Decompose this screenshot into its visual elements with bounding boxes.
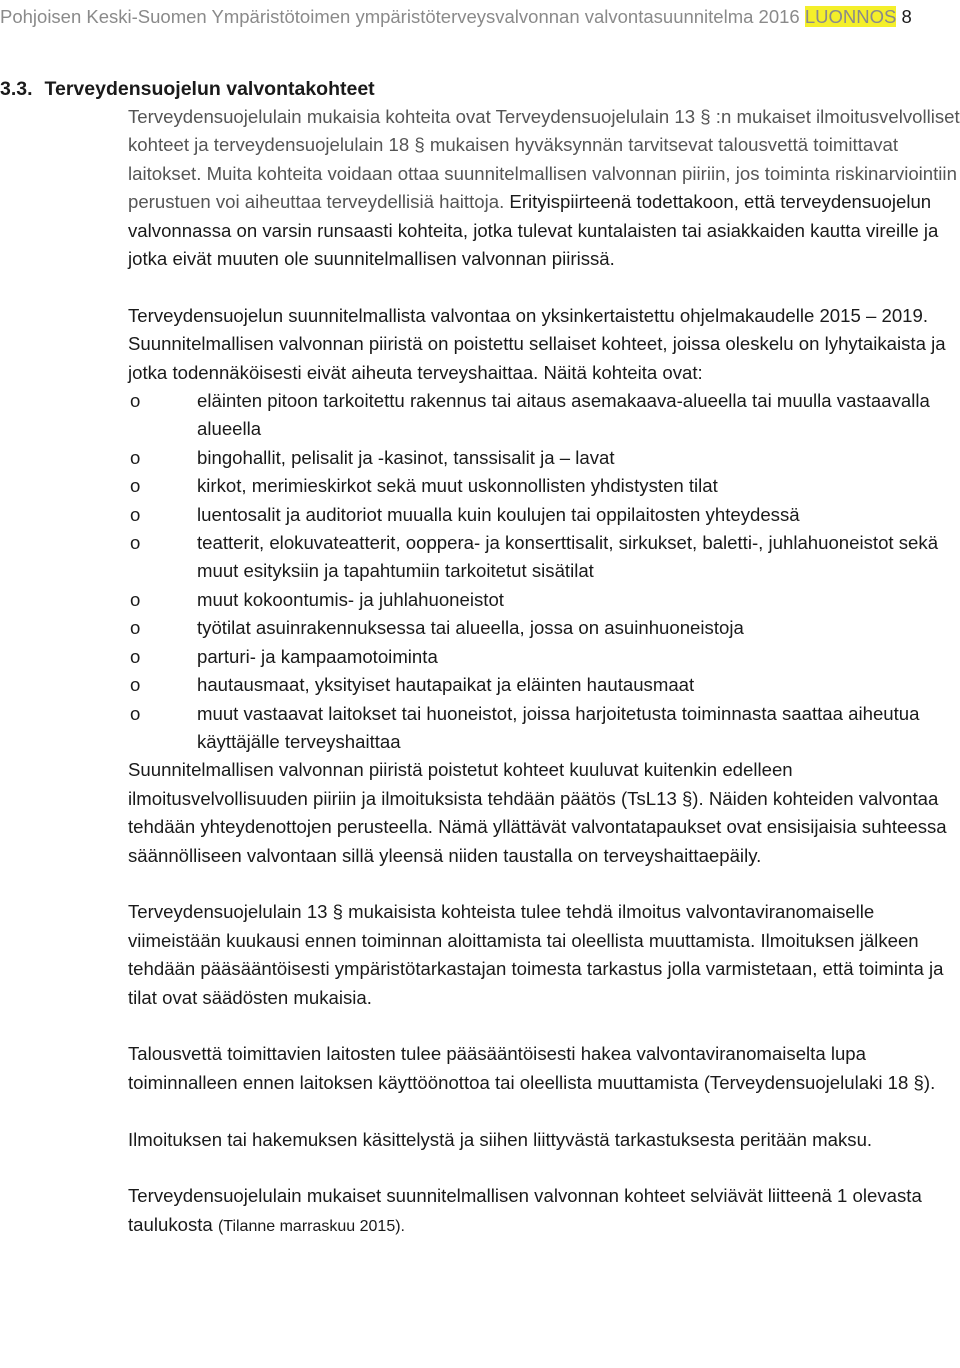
- paragraph-3: Suunnitelmallisen valvonnan piiristä poistetut kohteet kuuluvat kuitenkin edelleen ilmoitusvelvollisuuden piiriin ja ilmoituksista tehdään päätös (TsL13 §). Näiden kohteiden valvontaa tehdään yhteydenottojen perusteella. Nämä yllättävät valvontatapaukset ovat ensisijaisia suhteessa säännölliseen valvontaan sillä yleensä niiden taustalla on terveyshaittaepäily.: [128, 759, 947, 866]
- paragraph-1-part-3: Erityispiirteenä todettakoon, että terveydensuojelun valvonnassa on varsin runsaasti kohteita, jotka tulevat kuntalaisten tai asiakkaiden kautta vireille ja jotka eivät muuten ole suunnitelmallisen valvonnan piirissä.: [128, 191, 939, 270]
- bullet-icon: o: [130, 390, 141, 412]
- excluded-targets-list: [128, 387, 960, 756]
- list-item: o teatterit, elokuvateatterit, ooppera- ja konserttisalit, sirkukset, baletti-, juhlahuoneistot sekä muut esityksiin ja tapahtumiin tarkoitetut sisätilat: [128, 529, 960, 586]
- section-title: Terveydensuojelun valvontakohteet: [44, 78, 375, 100]
- list-item: o työtilat asuinrakennuksessa tai alueella, jossa on asuinhuoneistoja: [128, 614, 960, 642]
- section-number: 3.3.: [0, 78, 33, 100]
- list-item: o eläinten pitoon tarkoitettu rakennus tai aitaus asemakaava-alueella tai muulla vastaavalla alueella: [128, 387, 960, 444]
- document-body: [128, 103, 960, 1241]
- page-number: 8: [901, 6, 912, 27]
- paragraph-2: Terveydensuojelun suunnitelmallista valvontaa on yksinkertaistettu ohjelmakaudelle 2015 – 2019. Suunnitelmallisen valvonnan piiristä on poistettu sellaiset kohteet, joissa oleskelu on lyhytaikaista ja jotka todennäköisesti eivät aiheuta terveyshaittaa. Näitä kohteita ovat:: [128, 304, 946, 383]
- list-item: o hautausmaat, yksityiset hautapaikat ja eläinten hautausmaat: [128, 671, 960, 699]
- bullet-icon: o: [130, 446, 141, 468]
- bullet-icon: o: [130, 617, 141, 639]
- bullet-icon: o: [130, 475, 141, 497]
- paragraph-7: [128, 1182, 960, 1241]
- list-item: o kirkot, merimieskirkot sekä muut uskonnollisten yhdistysten tilat: [128, 472, 960, 500]
- list-item: o luentosalit ja auditoriot muualla kuin koulujen tai oppilaitosten yhteydessä: [128, 501, 960, 529]
- paragraph-1-part-1: Terveydensuojelulain mukaisia kohteita ovat Terveydensuojelulain 13 § :n mukaiset ilmoitusvelvolliset kohteet ja terveydensuojelulain 18 § mukaisen hyväksynnän tarvitsevat talousvettä toimittavat laitokset.: [128, 106, 960, 184]
- paragraph-6: Ilmoituksen tai hakemuksen käsittelystä ja siihen liittyvästä tarkastuksesta peritään maksu.: [128, 1128, 873, 1150]
- document-title: Pohjoisen Keski-Suomen Ympäristötoimen ympäristöterveysvalvonnan valvontasuunnitelma 2016: [0, 6, 800, 27]
- draft-label: LUONNOS: [804, 6, 897, 27]
- paragraph-spacer: [128, 1012, 960, 1040]
- bullet-icon: o: [130, 674, 141, 696]
- paragraph-spacer: [128, 1097, 960, 1125]
- bullet-icon: o: [130, 588, 141, 610]
- paragraph-7-text: Terveydensuojelulain mukaiset suunnitelmallisen valvonnan kohteet selviävät liitteenä 1 olevasta taulukosta: [128, 1185, 922, 1235]
- list-item: o parturi- ja kampaamotoiminta: [128, 643, 960, 671]
- status-note: (Tilanne marraskuu 2015).: [217, 1217, 405, 1235]
- bullet-icon: o: [130, 532, 141, 554]
- paragraph-spacer: [128, 273, 960, 301]
- paragraph-spacer: [128, 870, 960, 898]
- list-item: o muut vastaavat laitokset tai huoneistot, joissa harjoitetusta toiminnasta saattaa aiheutua käyttäjälle terveyshaittaa: [128, 700, 960, 757]
- list-item: o bingohallit, pelisalit ja -kasinot, tanssisalit ja – lavat: [128, 444, 960, 472]
- paragraph-1-part-2: Muita kohteita voidaan ottaa suunnitelmallisen valvonnan piiriin, jos toiminta riskinarviointiin perustuen voi aiheuttaa terveydellisiä haittoja.: [128, 162, 957, 213]
- paragraph-1: [128, 103, 960, 273]
- section-heading: [0, 76, 375, 102]
- bullet-icon: o: [130, 503, 141, 525]
- paragraph-spacer: [128, 1154, 960, 1182]
- list-item: o muut kokoontumis- ja juhlahuoneistot: [128, 586, 960, 614]
- bullet-icon: o: [130, 702, 141, 724]
- bullet-icon: o: [130, 645, 141, 667]
- paragraph-5: Talousvettä toimittavien laitosten tulee pääsääntöisesti hakea valvontaviranomaiselta lupa toiminnalleen ennen laitoksen käyttöönottoa tai oleellista muuttamista (Terveydensuojelulaki 18 §).: [128, 1043, 936, 1093]
- paragraph-4: Terveydensuojelulain 13 § mukaisista kohteista tulee tehdä ilmoitus valvontaviranomaiselle viimeistään kuukausi ennen toiminnan aloittamista tai oleellista muuttamista. Ilmoituksen jälkeen tehdään pääsääntöisesti ympäristötarkastajan toimesta tarkastus jolla varmistetaan, että toiminta ja tilat ovat säädösten mukaisia.: [128, 901, 944, 1008]
- page-header: [0, 4, 960, 30]
